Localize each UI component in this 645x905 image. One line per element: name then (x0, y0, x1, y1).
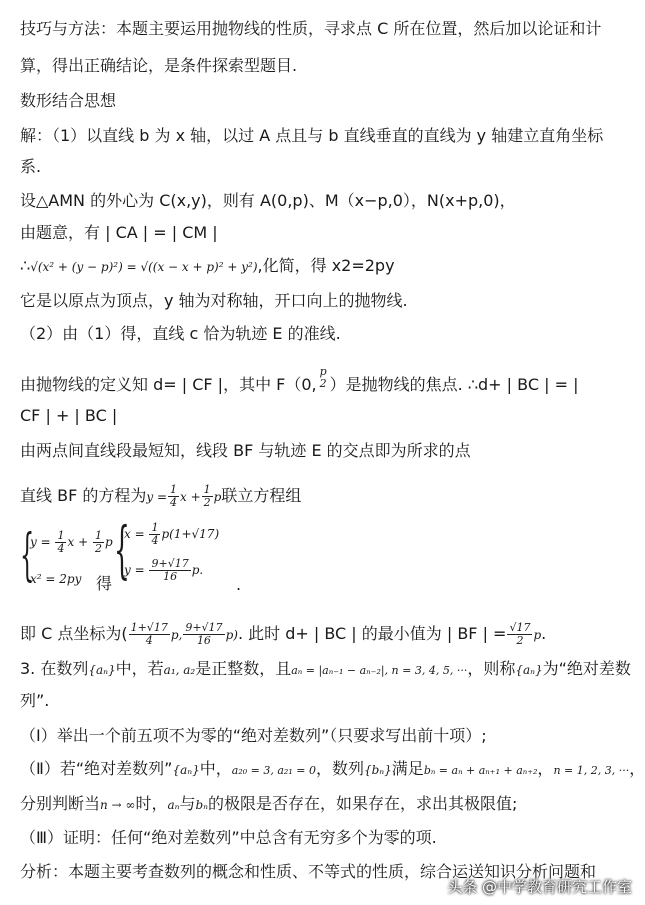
text-line: 数形结合思想 (20, 91, 117, 110)
eq-part: p (213, 490, 222, 504)
distance-equation: √(x² + (y − p)²) = √((x − x + p)² + y²) (30, 260, 258, 274)
text-line: （2）由（1）得，直线 c 恰为轨迹 E 的准线. (20, 324, 341, 343)
numerator: 1 (151, 521, 159, 534)
left-brace: { (20, 523, 35, 588)
period: . (541, 624, 547, 643)
denominator: 2 (94, 542, 102, 555)
index-range: n = 1, 2, 3, ··· (553, 764, 630, 777)
text: ，数列 (315, 759, 364, 778)
text-line: 分析：本题主要考查数列的概念和性质、不等式的性质，综合运送知识分析问题和 (20, 862, 597, 881)
text-line (20, 255, 395, 278)
combine-text: 联立方程组 (221, 486, 302, 505)
period: . (236, 575, 242, 594)
denominator: 2 (203, 496, 211, 509)
text-line: 技巧与方法：本题主要运用抛物线的性质，寻求点 C 所在位置，然后加以论证和计 (20, 19, 602, 38)
text: 是正整数，且 (195, 659, 292, 678)
therefore-symbol: ∴ (20, 256, 31, 275)
denominator: 4 (151, 534, 159, 547)
equation-system-1 (20, 523, 113, 592)
eq-part: y = (124, 563, 145, 577)
denominator: 4 (145, 634, 153, 647)
denominator: 4 (170, 496, 178, 509)
text-line (20, 484, 301, 509)
fraction (93, 530, 104, 555)
numerator: p (319, 365, 327, 378)
bn-rule: bₙ = aₙ + aₙ₊₁ + aₙ₊₂ (423, 764, 538, 777)
text-line (20, 622, 546, 647)
equation-row (124, 558, 203, 583)
text-line: 解：（1）以直线 b 为 x 轴，以过 A 点且与 b 直线垂直的直线为 y 轴建立直角坐标 (20, 126, 604, 145)
denominator: 2 (319, 377, 327, 390)
limit-symbol: n → ∞ (100, 798, 136, 812)
text: 中， (199, 759, 232, 778)
text-line (20, 793, 517, 816)
text-line (20, 758, 645, 782)
sequence-symbol: {aₙ} (172, 763, 200, 777)
text: （Ⅱ）若“绝对差数列” (20, 759, 173, 778)
de-text: 得 (96, 574, 113, 593)
eq-part: p (104, 535, 113, 549)
given-values: a₂₀ = 3, a₂₁ = 0 (231, 764, 316, 777)
fraction (129, 622, 170, 647)
numerator: 9+√17 (185, 621, 223, 634)
numerator: 1+√17 (130, 621, 168, 634)
line-bf-text: 直线 BF 的方程为 (20, 486, 147, 505)
eq-part: p, (170, 628, 183, 642)
fraction (168, 484, 179, 509)
text: ， (537, 759, 554, 778)
text-line: （Ⅰ）举出一个前五项不为零的“绝对差数列”（只要求写出前十项）; (20, 726, 487, 745)
c-coordinate-text: 即 C 点坐标为( (20, 624, 128, 643)
sequence-symbol: {bₙ} (363, 763, 392, 777)
text: 分别判断当 (20, 794, 101, 813)
text-line: （Ⅲ）证明：任何“绝对差数列”中总含有无穷多个为零的项. (20, 828, 437, 847)
equation-row (30, 530, 113, 555)
eq-part: p (533, 628, 542, 642)
text: ，则称 (467, 659, 516, 678)
simplify-text: ,化简，得 x2=2py (257, 256, 395, 275)
eq-part: y = (30, 535, 51, 549)
numerator: 1 (170, 483, 178, 496)
fraction (202, 484, 213, 509)
text-line (20, 658, 631, 682)
eq-part: p(1+√17) (161, 527, 220, 541)
text-line: 算，得出正确结论，是条件探索型题目. (20, 56, 298, 75)
recurrence-rule: aₙ = |aₙ₋₁ − aₙ₋₂|, n = 3, 4, 5, ··· (291, 664, 468, 677)
eq-part: x + (180, 490, 201, 504)
text-line: 系. (20, 157, 42, 176)
numerator: √17 (509, 621, 531, 634)
eq-part: x = (124, 527, 145, 541)
denominator: 16 (196, 634, 211, 647)
eq-part: y = (146, 490, 168, 504)
eq-part: x + (67, 535, 89, 549)
text-line: CF | + | BC | (20, 406, 118, 425)
fraction-p-over-2 (318, 366, 329, 390)
minimum-text: . 此时 d+ | BC | 的最小值为 | BF | = (237, 624, 507, 643)
text-line (20, 366, 578, 396)
terms-symbol: a₁, a₂ (163, 663, 196, 677)
fraction (149, 558, 190, 583)
equation-system-2 (114, 513, 234, 590)
text-line: 它是以原点为顶点，y 轴为对称轴，开口向上的抛物线. (20, 291, 408, 310)
denominator: 4 (57, 542, 65, 555)
text-line: 列”. (20, 691, 50, 710)
numerator: 9+√17 (151, 557, 189, 570)
equation-row (124, 522, 219, 547)
text: 时， (135, 794, 168, 813)
eq-part: p. (191, 563, 204, 577)
equation-row: x² = 2py (30, 572, 82, 586)
problem-3-text: 3. 在数列 (20, 659, 89, 678)
fraction (149, 522, 160, 547)
fraction (183, 622, 224, 647)
watermark: 头条 @中学教育研究工作室 (447, 878, 632, 896)
fraction (507, 622, 532, 647)
text-line: 由两点间直线段最短知，线段 BF 与轨迹 E 的交点即为所求的点 (20, 441, 471, 460)
denominator: 2 (516, 634, 524, 647)
eq-part: p) (225, 628, 238, 642)
left-brace: { (114, 513, 130, 586)
text: 中，若 (115, 659, 164, 678)
focus-definition-text: 由抛物线的定义知 d= | CF |，其中 F（0, (20, 375, 317, 394)
fraction (55, 530, 66, 555)
text: 满足 (391, 759, 424, 778)
focus-text: ）是抛物线的焦点. ∴d+ | BC | = | (329, 375, 579, 394)
text: 与 (179, 794, 196, 813)
text-line: 设△AMN 的外心为 C(x,y)，则有 A(0,p)、M（x−p,0），N(x+p,0)， (20, 191, 516, 210)
numerator: 1 (203, 483, 211, 496)
text: 为“绝对差数 (542, 659, 631, 678)
denominator: 16 (163, 570, 178, 583)
text: ， (629, 759, 645, 778)
text: 的极限是否存在，如果存在，求出其极限值; (208, 794, 518, 813)
numerator: 1 (94, 529, 102, 542)
an-symbol: aₙ (167, 798, 180, 812)
numerator: 1 (57, 529, 65, 542)
bn-symbol: bₙ (195, 798, 209, 812)
sequence-symbol: {aₙ} (88, 663, 116, 677)
text-line: 由题意，有 | CA | = | CM | (20, 223, 218, 242)
sequence-symbol: {aₙ} (515, 663, 543, 677)
